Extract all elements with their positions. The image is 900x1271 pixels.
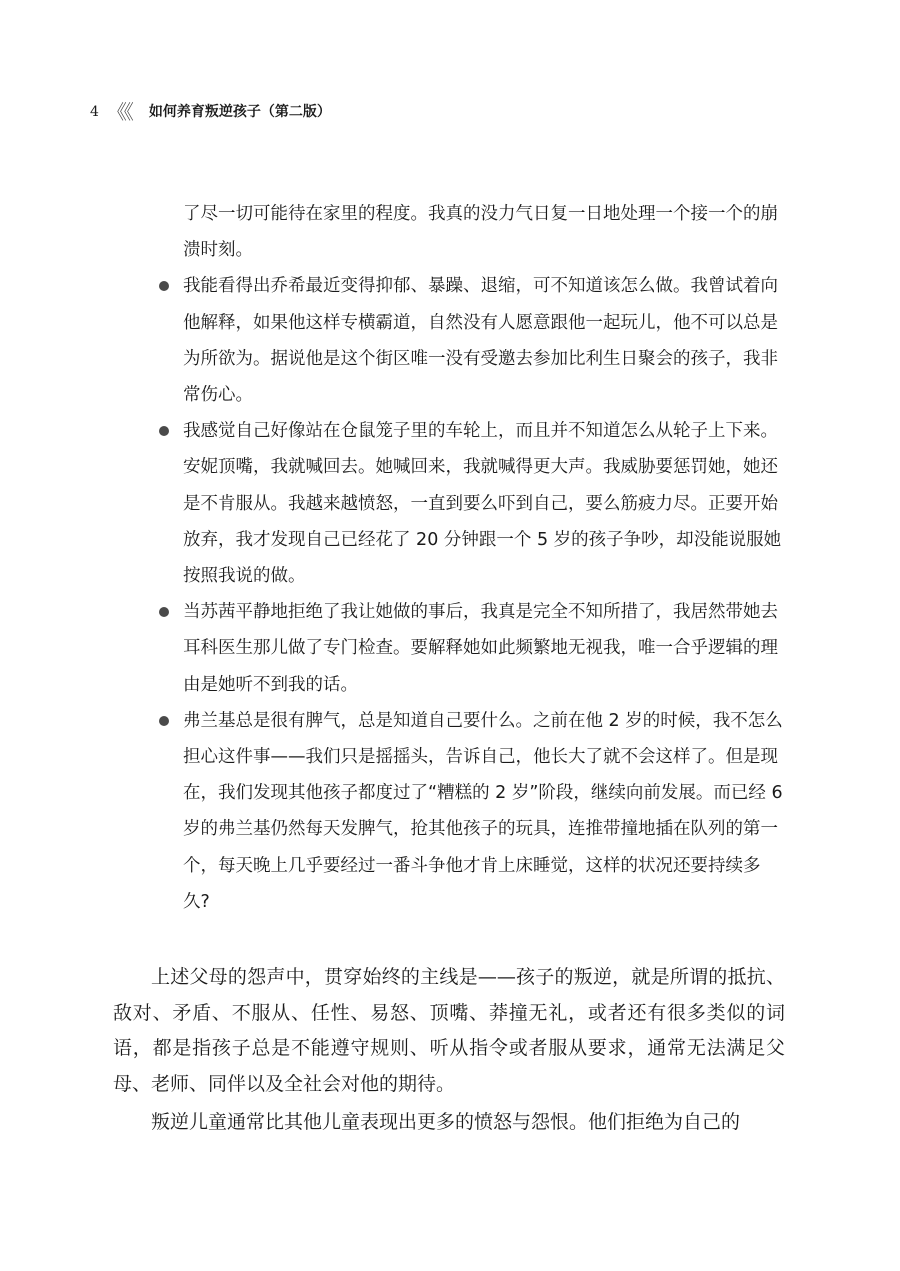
bullet-text: 我感觉自己好像站在仓鼠笼子里的车轮上，而且并不知道怎么从轮子上下来。安妮顶嘴，我就喊回去。她喊回来，我就喊得更大声。我威胁要惩罚她，她还是不肯服从。我越来越愤怒，一直到要么吓到自己，要么筋疲力尽。正要开始放弃，我才发现自己已经花了 20 分钟跟一个 5 岁的孩子争吵，却没能说服她按照我说的做。: [183, 421, 782, 587]
bullet-continuation: 了尽一切可能待在家里的程度。我真的没力气日复一日地处理一个接一个的崩溃时刻。: [183, 204, 778, 261]
double-chevron-icon: 《《: [106, 100, 131, 124]
body-paragraph: 上述父母的怨声中，贯穿始终的主线是——孩子的叛逆，就是所谓的抵抗、敌对、矛盾、不服从、任性、易怒、顶嘴、莽撞无礼，或者还有很多类似的词语，都是指孩子总是不能遵守规则、听从指令或者服从要求，通常无法满足父母、老师、同伴以及全社会对他的期待。: [113, 966, 785, 1095]
body-text: [113, 960, 785, 1144]
bullet-text: 弗兰基总是很有脾气，总是知道自己要什么。之前在他 2 岁的时候，我不怎么担心这件事——我们只是摇摇头，告诉自己，他长大了就不会这样了。但是现在，我们发现其他孩子都度过了“糟糕的 2 岁”阶段，继续向前发展。而已经 6 岁的弗兰基仍然每天发脾气，抢其他孩子的玩具，连推带撞地插在队列的第一个，每天晚上几乎要经过一番斗争他才肯上床睡觉，这样的状况还要持续多久?: [183, 710, 783, 912]
bullet-dot-icon: [159, 426, 169, 436]
bullet-item: [158, 413, 783, 594]
bullet-text: 当苏茜平静地拒绝了我让她做的事后，我真是完全不知所措了，我居然带她去耳科医生那儿做了专门检查。要解释她如此频繁地无视我，唯一合乎逻辑的理由是她听不到我的话。: [183, 602, 778, 695]
running-header: [90, 100, 331, 124]
bullet-item: [158, 268, 783, 413]
bullet-dot-icon: [159, 281, 169, 291]
bullet-item: [158, 703, 783, 920]
book-title: 如何养育叛逆孩子（第二版）: [148, 104, 331, 120]
bullet-dot-icon: [159, 607, 169, 617]
body-paragraph: 叛逆儿童通常比其他儿童表现出更多的愤怒与怨恨。他们拒绝为自己的: [151, 1111, 741, 1133]
bullet-list: [158, 196, 783, 920]
page-number: 4: [90, 104, 99, 120]
bullet-dot-icon: [159, 716, 169, 726]
bullet-item: [158, 594, 783, 703]
bullet-text: 我能看得出乔希最近变得抑郁、暴躁、退缩，可不知道该怎么做。我曾试着向他解释，如果他这样专横霸道，自然没有人愿意跟他一起玩儿，他不可以总是为所欲为。据说他是这个街区唯一没有受邀去参加比利生日聚会的孩子，我非常伤心。: [183, 276, 778, 406]
